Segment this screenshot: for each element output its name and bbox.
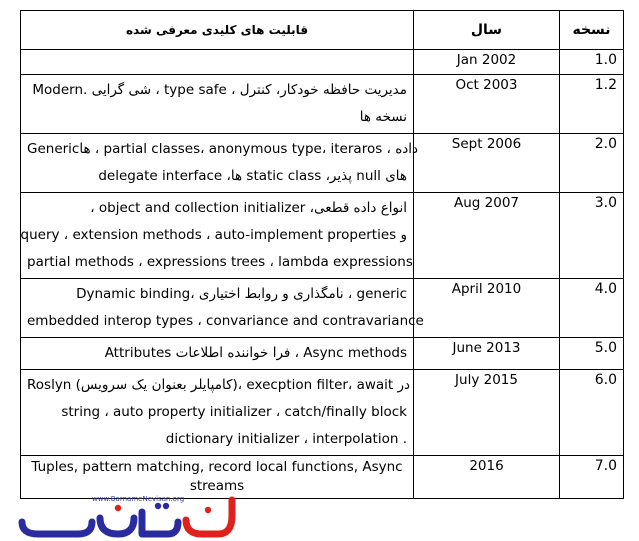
feature-line: نسخه ها (359, 109, 407, 125)
version-cell: 5.0 (560, 338, 624, 370)
version-cell: 1.2 (560, 75, 624, 134)
header-version: نسخه (560, 11, 624, 50)
year-cell: April 2010 (414, 279, 560, 338)
features-cell (21, 75, 414, 134)
feature-line: انواع داده قطعی، object and collection initializer ، (90, 200, 407, 216)
feature-line: Dynamic binding، نامگذاری و روابط اختیاری ، generic (76, 286, 407, 302)
table-row (21, 338, 624, 370)
year-cell: Sept 2006 (414, 134, 560, 193)
feature-line: های null پذیر، static class ها، delegate interface (98, 168, 407, 184)
version-cell: 2.0 (560, 134, 624, 193)
table-row (21, 134, 624, 193)
version-cell: 4.0 (560, 279, 624, 338)
version-cell: 7.0 (560, 456, 624, 499)
feature-line: partial methods ، expressions trees ، lambda expressions (27, 254, 413, 270)
feature-line: string ، auto property initializer ، catch/finally block (61, 404, 407, 420)
table-row (21, 193, 624, 279)
feature-line: Tuples, pattern matching, record local functions, Async streams (31, 459, 403, 494)
features-cell (21, 50, 414, 75)
logo-wordmark-shapes (22, 500, 232, 534)
barnamenevisan-logo (18, 492, 240, 538)
features-cell (21, 370, 414, 456)
header-features: قابلیت های کلیدی معرفی شده (21, 11, 414, 50)
table-row (21, 370, 624, 456)
year-cell: Jan 2002 (414, 50, 560, 75)
features-cell (21, 134, 419, 193)
logo-url: www.BarnameNevisan.org (92, 495, 185, 503)
table-row (21, 75, 624, 134)
version-cell: 1.0 (560, 50, 624, 75)
year-cell: Aug 2007 (414, 193, 560, 279)
feature-line: Genericها ، partial classes، anonymous type، iteraros ، داده (27, 141, 419, 157)
table-row (21, 50, 624, 75)
feature-line: Modern. شی گرایی ، type safe ، مدیریت حافظه خودکار، کنترل (32, 82, 407, 98)
year-cell: 2016 (414, 456, 560, 499)
feature-line: Roslyn (کامپایلر بعنوان یک سرویس)، execption filter، await در (27, 377, 411, 393)
features-cell (21, 338, 414, 370)
feature-line: و query ، extension methods ، auto-implement properties (20, 227, 407, 243)
table-row (21, 279, 624, 338)
csharp-versions-table (20, 10, 624, 499)
version-cell: 6.0 (560, 370, 624, 456)
year-cell: July 2015 (414, 370, 560, 456)
version-cell: 3.0 (560, 193, 624, 279)
year-cell: Oct 2003 (414, 75, 560, 134)
header-year: سال (414, 11, 560, 50)
year-cell: June 2013 (414, 338, 560, 370)
feature-line: Attributes فرا خواننده اطلاعات ، Async methods (104, 345, 407, 361)
feature-line: dictionary initializer ، interpolation . (165, 431, 407, 447)
table-header-row (21, 11, 624, 50)
features-cell (21, 279, 424, 338)
features-cell (21, 193, 414, 279)
feature-line: embedded interop types ، convariance and contravariance (27, 313, 424, 329)
